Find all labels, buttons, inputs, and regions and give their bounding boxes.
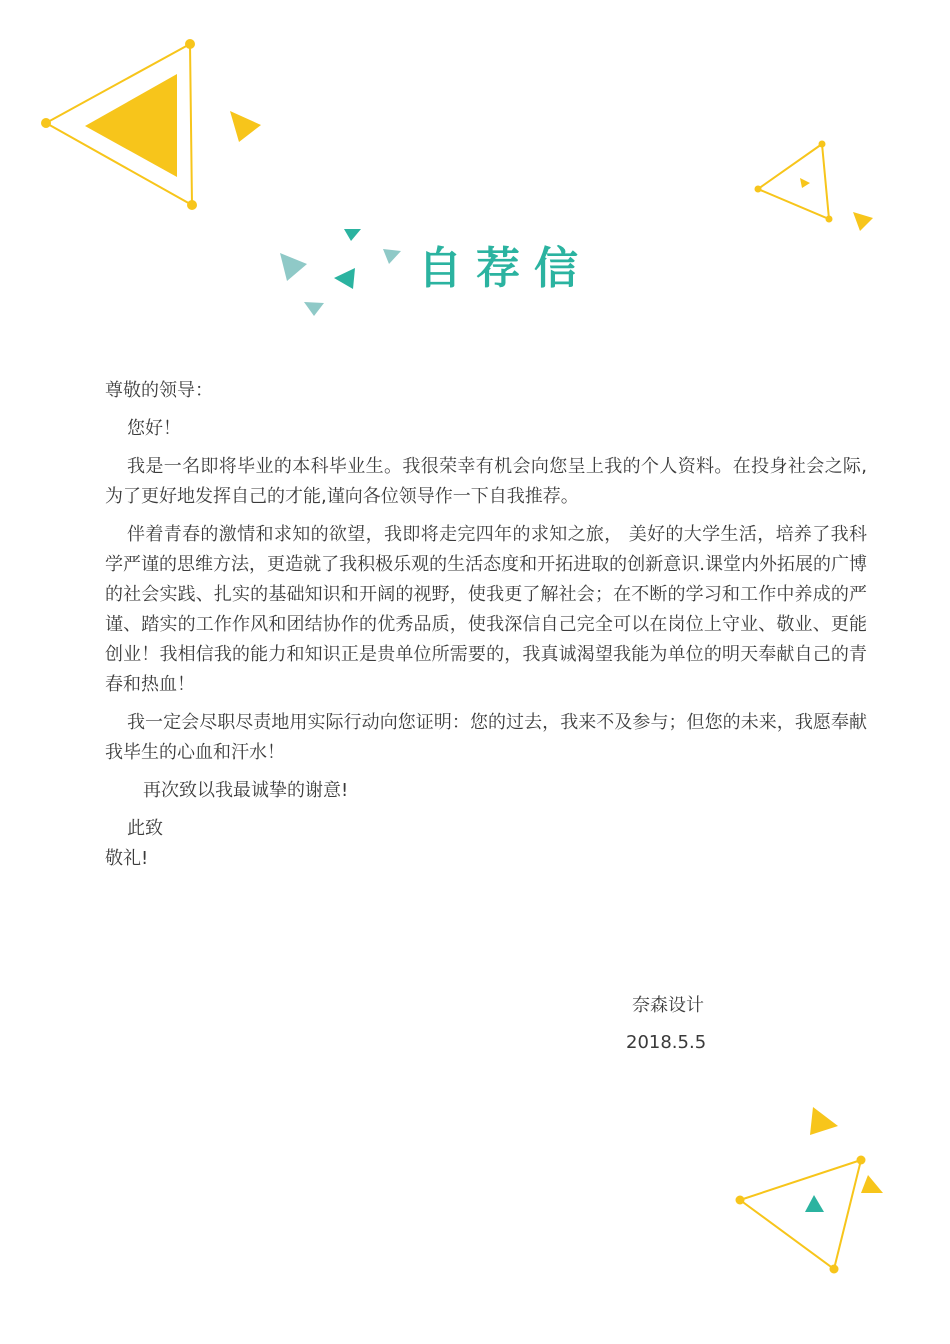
- salutation: 尊敬的领导：: [105, 380, 213, 401]
- closing-line-1: 此致: [127, 818, 163, 839]
- signature-date: 2018.5.5: [626, 1032, 707, 1053]
- signature: 奈森设计: [632, 995, 704, 1016]
- thanks-line: 再次致以我最诚挚的谢意!: [143, 780, 349, 801]
- paragraph-intro: 我是一名即将毕业的本科毕业生。我很荣幸有机会向您呈上我的个人资料。在投身社会之际,为了更好地发挥自己的才能,谨向各位领导作一下自我推荐。: [105, 456, 867, 507]
- greeting: 您好！: [127, 418, 181, 439]
- letter-body: [105, 376, 867, 874]
- title-teal-triangles: [280, 229, 401, 316]
- top-right-triangle-group: [755, 141, 874, 232]
- bottom-right-triangle-group: [736, 1107, 884, 1274]
- paragraph-experience: 伴着青春的激情和求知的欲望，我即将走完四年的求知之旅， 美好的大学生活，培养了我科学严谨的思维方法，更造就了我积极乐观的生活态度和开拓进取的创新意识.课堂内外拓展的广博的社会实践、扎实的基础知识和开阔的视野，使我更了解社会；在不断的学习和工作中养成的严谨、踏实的工作作风和团结协作的优秀品质，使我深信自己完全可以在岗位上守业、敬业、更能创业！我相信我的能力和知识正是贵单位所需要的，我真诚渴望我能为单位的明天奉献自己的青春和热血！: [105, 524, 867, 695]
- top-left-triangle-group: [41, 39, 261, 210]
- paragraph-commitment: 我一定会尽职尽责地用实际行动向您证明：您的过去，我来不及参与；但您的未来，我愿奉献我毕生的心血和汗水！: [105, 712, 867, 763]
- closing-line-2: 敬礼!: [105, 848, 149, 869]
- page-title: 自荐信: [418, 243, 592, 294]
